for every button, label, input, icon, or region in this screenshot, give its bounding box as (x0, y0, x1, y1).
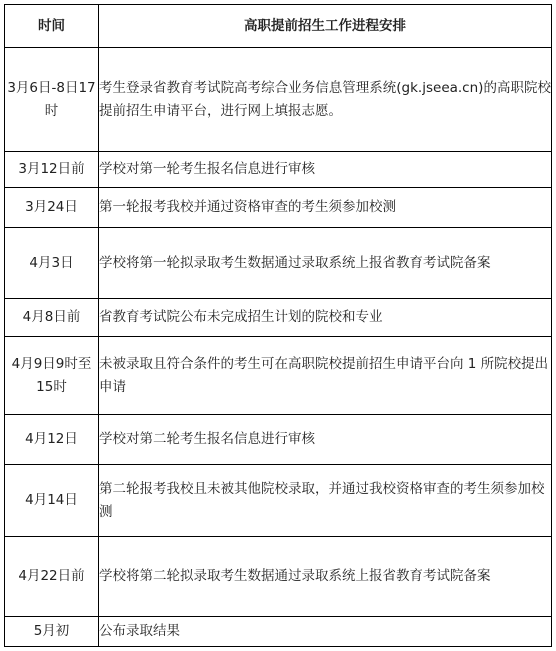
time-cell: 4月14日 (5, 465, 99, 537)
table-row (5, 48, 552, 152)
time-cell: 4月9日9时至15时 (5, 337, 99, 415)
time-cell: 3月24日 (5, 188, 99, 228)
description-cell: 省教育考试院公布未完成招生计划的院校和专业 (99, 299, 552, 337)
description-cell: 考生登录省教育考试院高考综合业务信息管理系统(gk.jseea.cn)的高职院校提前招生申请平台，进行网上填报志愿。 (99, 48, 552, 152)
time-cell: 5月初 (5, 617, 99, 647)
table-row (5, 415, 552, 465)
table-row (5, 465, 552, 537)
table-row (5, 617, 552, 647)
description-cell: 学校将第二轮拟录取考生数据通过录取系统上报省教育考试院备案 (99, 537, 552, 617)
table-row (5, 337, 552, 415)
time-cell: 4月3日 (5, 228, 99, 299)
description-cell: 学校对第一轮考生报名信息进行审核 (99, 152, 552, 188)
table-row (5, 188, 552, 228)
table-row (5, 228, 552, 299)
description-cell: 学校对第二轮考生报名信息进行审核 (99, 415, 552, 465)
description-cell: 第一轮报考我校并通过资格审查的考生须参加校测 (99, 188, 552, 228)
column-header-time: 时间 (5, 5, 99, 48)
description-cell: 公布录取结果 (99, 617, 552, 647)
description-cell: 未被录取且符合条件的考生可在高职院校提前招生申请平台向 1 所院校提出申请 (99, 337, 552, 415)
column-header-arrangement: 高职提前招生工作进程安排 (99, 5, 552, 48)
description-cell: 第二轮报考我校且未被其他院校录取，并通过我校资格审查的考生须参加校测 (99, 465, 552, 537)
time-cell: 4月8日前 (5, 299, 99, 337)
table-row (5, 152, 552, 188)
table-row (5, 299, 552, 337)
schedule-table (4, 4, 552, 647)
time-cell: 4月12日 (5, 415, 99, 465)
description-cell: 学校将第一轮拟录取考生数据通过录取系统上报省教育考试院备案 (99, 228, 552, 299)
time-cell: 3月12日前 (5, 152, 99, 188)
time-cell: 3月6日-8日17时 (5, 48, 99, 152)
time-cell: 4月22日前 (5, 537, 99, 617)
table-row (5, 537, 552, 617)
table-header-row (5, 5, 552, 48)
